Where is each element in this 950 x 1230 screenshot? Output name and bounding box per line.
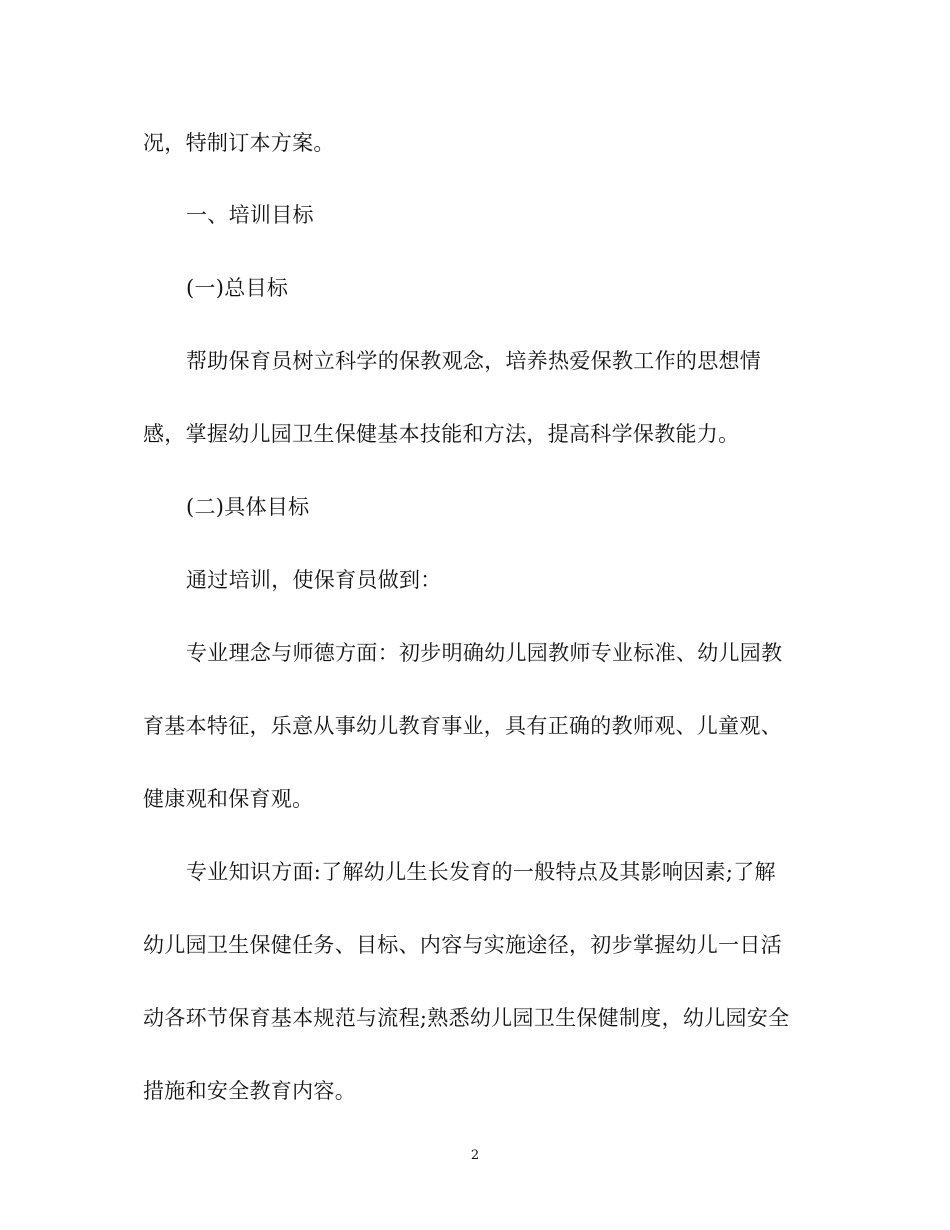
body-text-line: 健康观和保育观。 (143, 787, 314, 811)
body-text-line: 育基本特征，乐意从事幼儿教育事业，具有正确的教师观、儿童观、 (143, 714, 782, 738)
subsection-heading: (二)具体目标 (186, 495, 310, 519)
body-text-line: 措施和安全教育内容。 (143, 1079, 356, 1103)
page-number: 2 (470, 1148, 480, 1163)
body-text-line: 帮助保育员树立科学的保教观念，培养热爱保教工作的思想情 (186, 349, 762, 373)
body-text-line: 动各环节保育基本规范与流程;熟悉幼儿园卫生保健制度，幼儿园安全 (143, 1006, 790, 1030)
section-heading: 一、培训目标 (186, 203, 314, 227)
body-text-line: 感，掌握幼儿园卫生保健基本技能和方法，提高科学保教能力。 (143, 422, 740, 446)
body-text-line: 专业知识方面:了解幼儿生长发育的一般特点及其影响因素;了解 (186, 860, 776, 884)
body-text-line: 专业理念与师德方面：初步明确幼儿园教师专业标准、幼儿园教 (186, 641, 783, 665)
body-text-line: 幼儿园卫生保健任务、目标、内容与实施途径，初步掌握幼儿一日活 (143, 933, 782, 957)
subsection-heading: (一)总目标 (186, 276, 289, 300)
body-text-line: 通过培训，使保育员做到： (186, 568, 442, 592)
body-text-line: 况，特制订本方案。 (143, 131, 335, 155)
